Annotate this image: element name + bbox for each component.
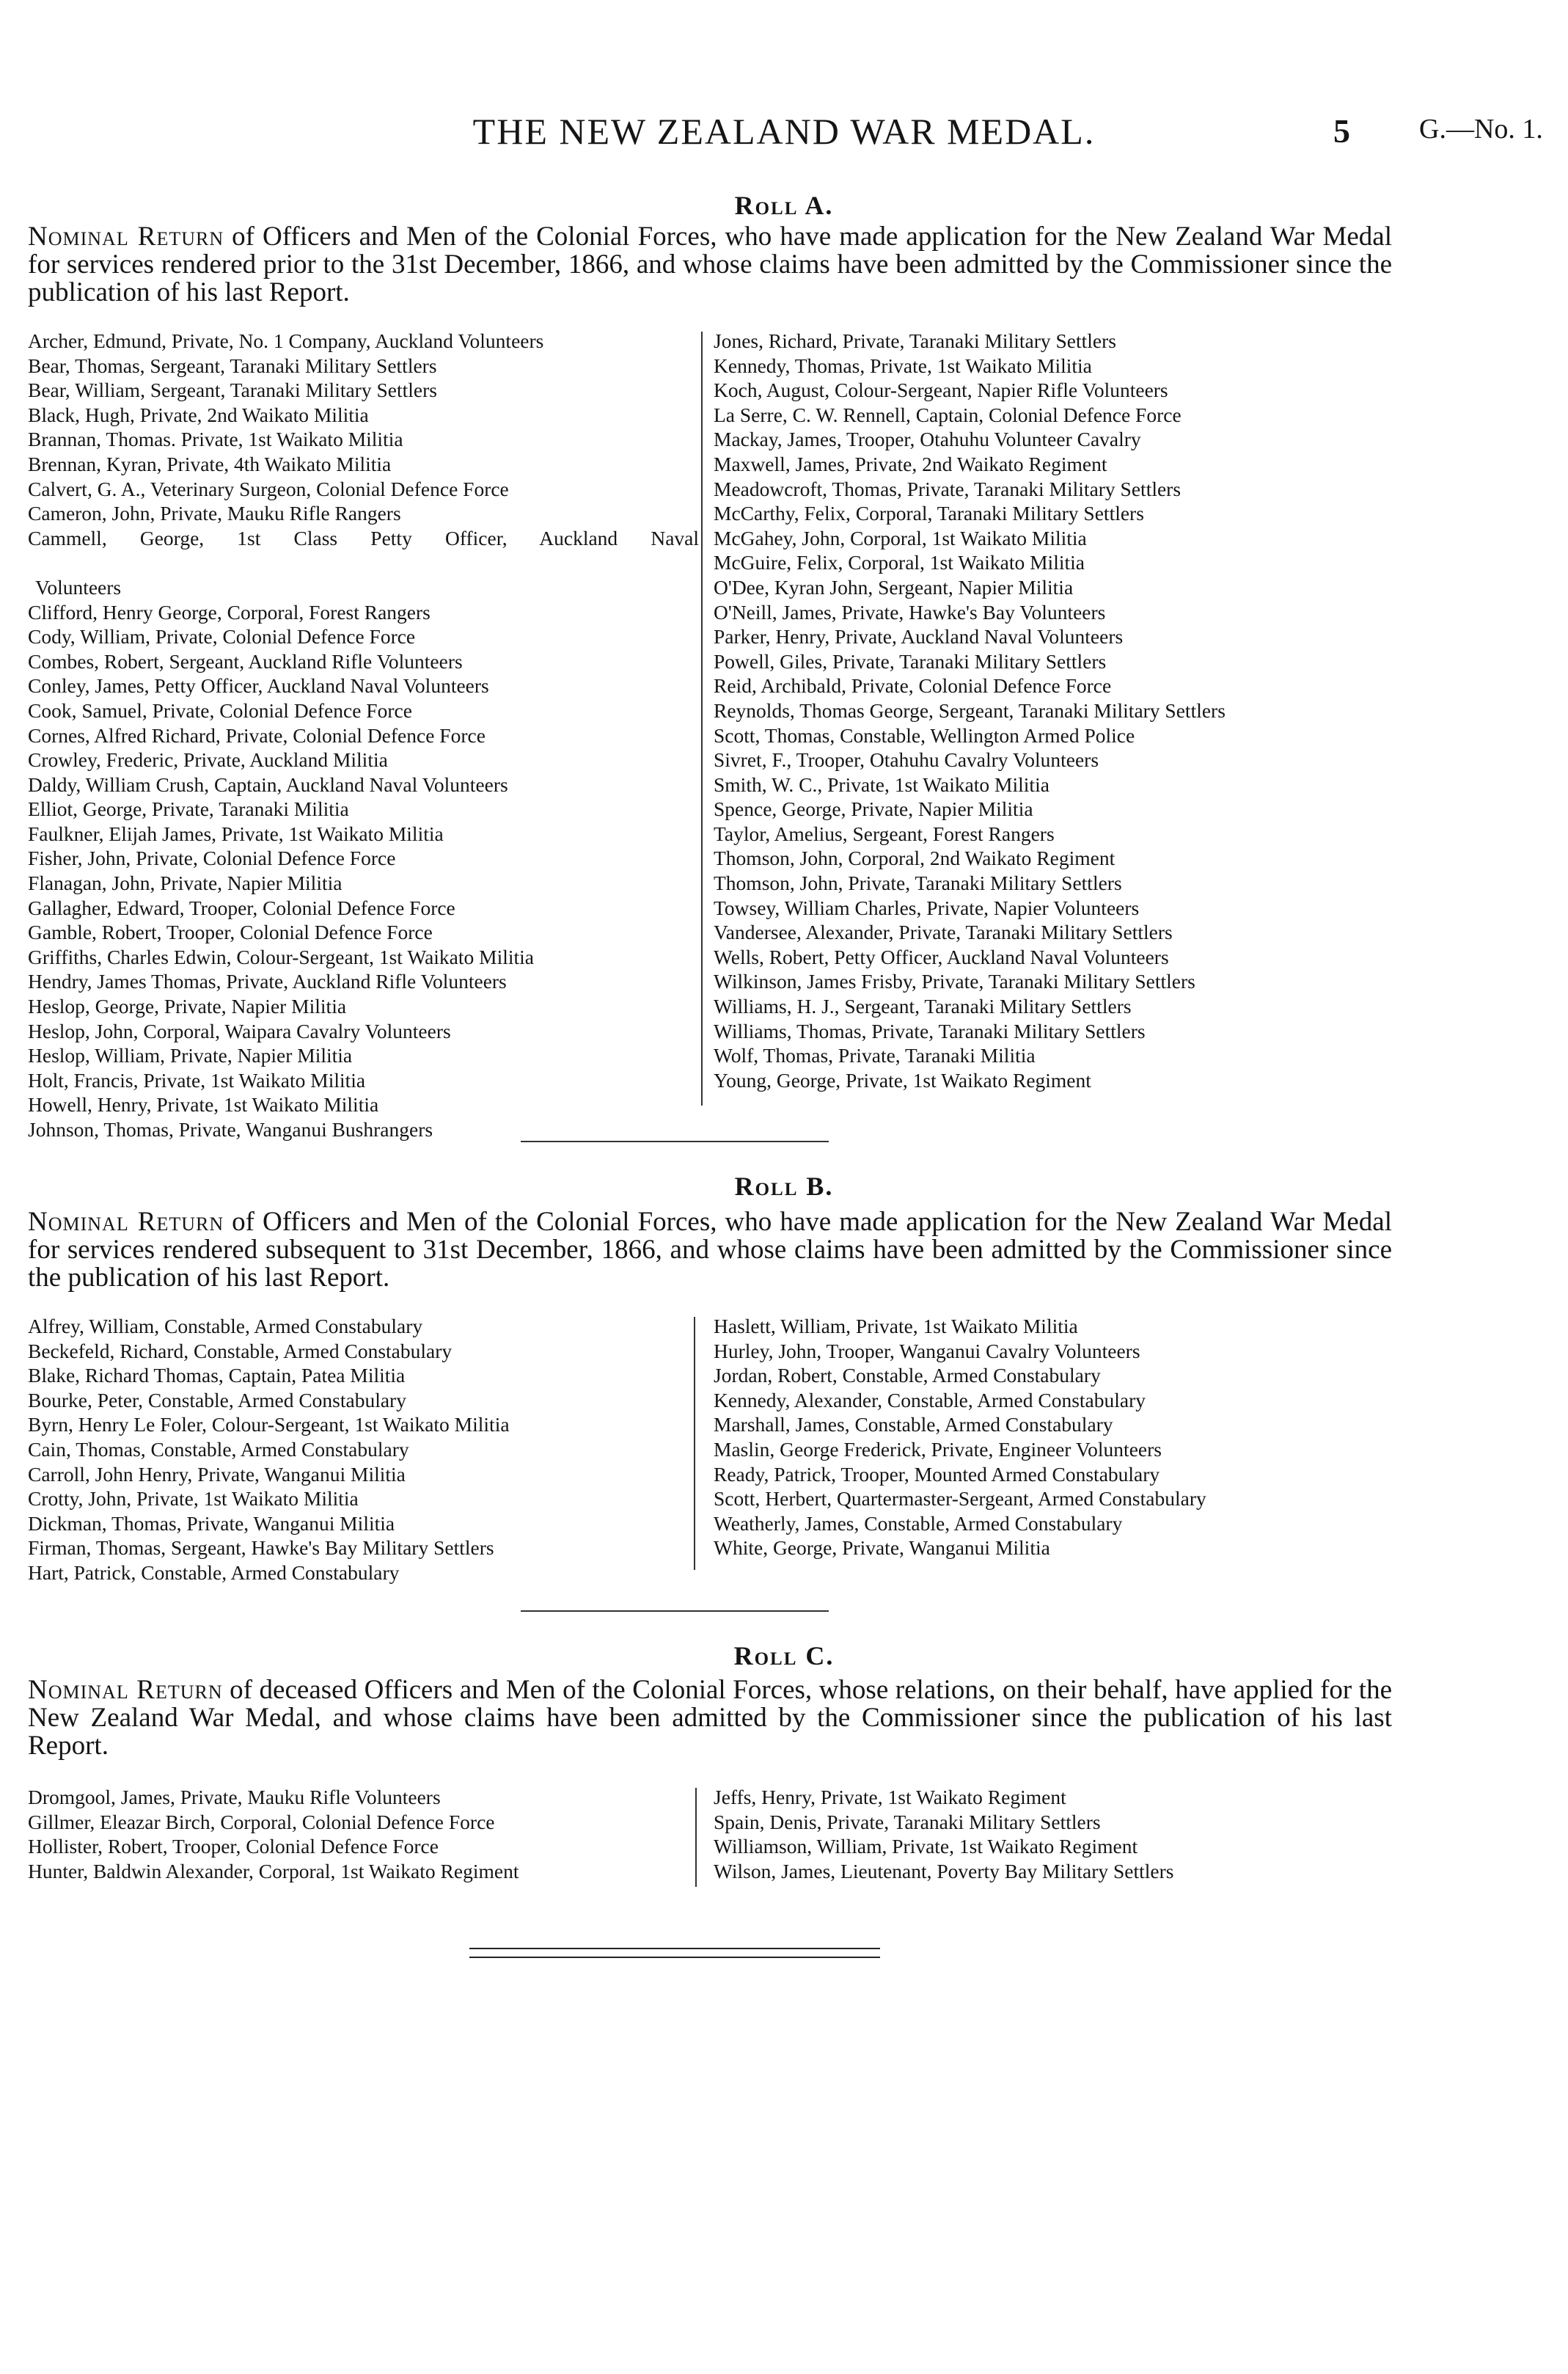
page-title: THE NEW ZEALAND WAR MEDAL.	[472, 111, 1096, 152]
roll-c-section	[0, 1640, 1568, 1882]
roll-entry: Towsey, William Charles, Private, Napier Volunteers	[714, 896, 1140, 919]
page-header	[0, 110, 1568, 161]
roll-entry: Maslin, George Frederick, Private, Engineer Volunteers	[714, 1437, 1162, 1461]
roll-entry: Bear, William, Sergeant, Taranaki Military Settlers	[28, 379, 437, 402]
roll-entry: Cameron, John, Private, Mauku Rifle Rangers	[28, 502, 401, 525]
roll-c-right-list	[714, 1785, 1403, 1883]
roll-entry: Kennedy, Alexander, Constable, Armed Constabulary	[714, 1388, 1146, 1411]
roll-entry: Parker, Henry, Private, Auckland Naval Volunteers	[714, 625, 1124, 649]
roll-entry: Jordan, Robert, Constable, Armed Constabulary	[714, 1364, 1101, 1387]
roll-entry: Brannan, Thomas. Private, 1st Waikato Militia	[28, 428, 403, 451]
roll-entry: Meadowcroft, Thomas, Private, Taranaki Military Settlers	[714, 477, 1182, 500]
roll-entry: Kennedy, Thomas, Private, 1st Waikato Militia	[714, 354, 1092, 377]
roll-b-right-list	[714, 1314, 1403, 1560]
roll-entry: Hurley, John, Trooper, Wanganui Cavalry Volunteers	[714, 1339, 1140, 1362]
roll-entry: Wilkinson, James Frisby, Private, Taranaki Military Settlers	[714, 970, 1195, 993]
roll-entry: Hart, Patrick, Constable, Armed Constabulary	[28, 1560, 400, 1584]
roll-entry: Clifford, Henry George, Corporal, Forest Rangers	[28, 600, 431, 624]
roll-entry: Byrn, Henry Le Foler, Colour-Sergeant, 1st Waikato Militia	[28, 1413, 510, 1436]
document-reference: G.—No. 1.	[1419, 114, 1543, 145]
roll-entry: Dickman, Thomas, Private, Wanganui Militia	[28, 1511, 395, 1535]
page-number: 5	[1333, 112, 1350, 150]
roll-entry: Mackay, James, Trooper, Otahuhu Volunteer Cavalry	[714, 428, 1141, 451]
roll-entry: Heslop, William, Private, Napier Militia	[28, 1044, 353, 1067]
roll-entry: Griffiths, Charles Edwin, Colour-Sergeant, 1st Waikato Militia	[28, 945, 534, 968]
roll-entry: Thomson, John, Corporal, 2nd Waikato Regiment	[714, 847, 1115, 870]
roll-entry: Taylor, Amelius, Sergeant, Forest Rangers	[714, 822, 1055, 845]
roll-c-column-divider	[695, 1788, 697, 1887]
roll-entry: Weatherly, James, Constable, Armed Constabulary	[714, 1511, 1123, 1535]
closing-double-rule	[469, 1948, 880, 1958]
roll-entry: Cammell, George, 1st Class Petty Officer, Auckland Naval	[28, 526, 699, 549]
roll-entry: McGahey, John, Corporal, 1st Waikato Militia	[714, 526, 1087, 549]
roll-entry: Wells, Robert, Petty Officer, Auckland Naval Volunteers	[714, 945, 1169, 968]
roll-entry: Carroll, John Henry, Private, Wanganui Militia	[28, 1462, 406, 1486]
roll-a-intro-text: of Officers and Men of the Colonial Forces, who have made application for the New Zealand War Medal for services rendered prior to the 31st December, 1866, and whose claims have been admitted by the Commissioner since the publication of his last Report.	[28, 222, 1393, 307]
roll-entry: Calvert, G. A., Veterinary Surgeon, Colonial Defence Force	[28, 477, 509, 500]
roll-entry: Jones, Richard, Private, Taranaki Military Settlers	[714, 329, 1116, 352]
roll-entry: Koch, August, Colour-Sergeant, Napier Rifle Volunteers	[714, 379, 1168, 402]
roll-entry: Archer, Edmund, Private, No. 1 Company, Auckland Volunteers	[28, 329, 544, 352]
roll-entry: Scott, Thomas, Constable, Wellington Armed Police	[714, 723, 1135, 747]
roll-entry: Crotty, John, Private, 1st Waikato Militia	[28, 1487, 359, 1511]
roll-entry: Faulkner, Elijah James, Private, 1st Waikato Militia	[28, 822, 444, 845]
roll-entry: Ready, Patrick, Trooper, Mounted Armed Constabulary	[714, 1462, 1160, 1486]
roll-entry: Reynolds, Thomas George, Sergeant, Taranaki Military Settlers	[714, 698, 1226, 722]
roll-entry: Thomson, John, Private, Taranaki Military Settlers	[714, 872, 1122, 895]
roll-b-left-list	[28, 1314, 699, 1585]
roll-entry: Heslop, John, Corporal, Waipara Cavalry Volunteers	[28, 1019, 451, 1042]
roll-entry: Vandersee, Alexander, Private, Taranaki Military Settlers	[714, 921, 1173, 944]
roll-entry: Conley, James, Petty Officer, Auckland Naval Volunteers	[28, 674, 489, 698]
roll-entry: Maxwell, James, Private, 2nd Waikato Regiment	[714, 452, 1107, 475]
roll-b-intro-lead: Nominal Return	[28, 1207, 224, 1237]
roll-entry: Powell, Giles, Private, Taranaki Military Settlers	[714, 649, 1107, 673]
roll-b-section	[0, 1170, 1568, 1584]
roll-entry: Flanagan, John, Private, Napier Militia	[28, 872, 342, 895]
roll-c-intro-lead: Nominal Return	[28, 1675, 223, 1705]
roll-entry: Gallagher, Edward, Trooper, Colonial Defence Force	[28, 896, 455, 919]
roll-entry: Sivret, F., Trooper, Otahuhu Cavalry Volunteers	[714, 748, 1099, 772]
roll-entry: Haslett, William, Private, 1st Waikato Militia	[714, 1315, 1078, 1337]
roll-c-left-list	[28, 1785, 699, 1883]
roll-entry: Cody, William, Private, Colonial Defence Force	[28, 625, 416, 649]
roll-entry: La Serre, C. W. Rennell, Captain, Colonial Defence Force	[714, 403, 1182, 426]
roll-entry: Wilson, James, Lieutenant, Poverty Bay Military Settlers	[714, 1859, 1174, 1882]
roll-entry: Beckefeld, Richard, Constable, Armed Constabulary	[28, 1339, 453, 1362]
roll-entry: Howell, Henry, Private, 1st Waikato Militia	[28, 1093, 379, 1117]
roll-a-intro-lead: Nominal Return	[28, 222, 224, 252]
roll-c-intro-text: of deceased Officers and Men of the Colonial Forces, whose relations, on their behalf, have applied for the New Zealand War Medal, and whose claims have been admitted by the Commissioner since the publication of his last Report.	[28, 1675, 1392, 1761]
roll-entry: Alfrey, William, Constable, Armed Constabulary	[28, 1315, 423, 1337]
roll-entry: Gillmer, Eleazar Birch, Corporal, Colonial Defence Force	[28, 1810, 495, 1833]
roll-entry: Volunteers	[35, 575, 122, 599]
roll-b-end-rule	[521, 1610, 829, 1612]
roll-entry: Elliot, George, Private, Taranaki Militia	[28, 797, 349, 821]
roll-a-end-rule	[521, 1141, 829, 1142]
roll-entry: Holt, Francis, Private, 1st Waikato Militia	[28, 1068, 366, 1092]
roll-entry: Scott, Herbert, Quartermaster-Sergeant, Armed Constabulary	[714, 1487, 1206, 1511]
roll-b-column-divider	[694, 1317, 695, 1570]
roll-entry: Spain, Denis, Private, Taranaki Military Settlers	[714, 1810, 1101, 1833]
roll-a-intro	[28, 223, 1392, 307]
roll-entry: Spence, George, Private, Napier Militia	[714, 797, 1033, 821]
roll-entry: Firman, Thomas, Sergeant, Hawke's Bay Military Settlers	[28, 1536, 494, 1560]
roll-entry: Brennan, Kyran, Private, 4th Waikato Militia	[28, 452, 392, 475]
roll-entry: Young, George, Private, 1st Waikato Regiment	[714, 1068, 1091, 1092]
roll-a-left-list	[28, 329, 699, 1142]
roll-entry: O'Neill, James, Private, Hawke's Bay Volunteers	[714, 600, 1106, 624]
roll-entry: Blake, Richard Thomas, Captain, Patea Militia	[28, 1364, 406, 1387]
roll-entry: McCarthy, Felix, Corporal, Taranaki Military Settlers	[714, 502, 1144, 525]
roll-a-right-list	[714, 329, 1403, 1092]
roll-entry: Smith, W. C., Private, 1st Waikato Militia	[714, 773, 1049, 796]
roll-entry: Fisher, John, Private, Colonial Defence Force	[28, 847, 396, 870]
roll-entry: Bear, Thomas, Sergeant, Taranaki Military Settlers	[28, 354, 437, 377]
roll-b-title: Roll B.	[734, 1172, 834, 1201]
roll-entry: Williamson, William, Private, 1st Waikato Regiment	[714, 1835, 1138, 1858]
roll-entry: Combes, Robert, Sergeant, Auckland Rifle Volunteers	[28, 649, 463, 673]
roll-entry: Williams, Thomas, Private, Taranaki Military Settlers	[714, 1019, 1146, 1042]
roll-entry: Heslop, George, Private, Napier Militia	[28, 995, 347, 1018]
roll-entry: Johnson, Thomas, Private, Wanganui Bushrangers	[28, 1118, 433, 1141]
roll-entry: Crowley, Frederic, Private, Auckland Militia	[28, 748, 388, 772]
roll-entry: Hunter, Baldwin Alexander, Corporal, 1st Waikato Regiment	[28, 1859, 519, 1882]
roll-entry: Gamble, Robert, Trooper, Colonial Defence Force	[28, 921, 433, 944]
roll-entry: Hollister, Robert, Trooper, Colonial Defence Force	[28, 1835, 439, 1858]
roll-entry: Black, Hugh, Private, 2nd Waikato Militia	[28, 403, 369, 426]
roll-entry: McGuire, Felix, Corporal, 1st Waikato Militia	[714, 551, 1085, 574]
roll-entry: Dromgool, James, Private, Mauku Rifle Volunteers	[28, 1786, 441, 1808]
roll-entry: Reid, Archibald, Private, Colonial Defence Force	[714, 674, 1112, 698]
roll-entry: Cook, Samuel, Private, Colonial Defence Force	[28, 698, 412, 722]
roll-entry: Jeffs, Henry, Private, 1st Waikato Regiment	[714, 1786, 1066, 1808]
roll-entry: Cornes, Alfred Richard, Private, Colonial Defence Force	[28, 723, 486, 747]
roll-entry: Cain, Thomas, Constable, Armed Constabulary	[28, 1437, 409, 1461]
roll-a-column-divider	[701, 332, 703, 1106]
roll-b-intro	[28, 1208, 1392, 1292]
roll-c-title: Roll C.	[733, 1641, 835, 1670]
roll-c-intro	[28, 1676, 1392, 1760]
roll-entry: Hendry, James Thomas, Private, Auckland Rifle Volunteers	[28, 970, 507, 993]
roll-entry: White, George, Private, Wanganui Militia	[714, 1536, 1050, 1560]
roll-entry: Bourke, Peter, Constable, Armed Constabulary	[28, 1388, 406, 1411]
roll-entry: O'Dee, Kyran John, Sergeant, Napier Militia	[714, 575, 1074, 599]
roll-entry: Williams, H. J., Sergeant, Taranaki Military Settlers	[714, 995, 1132, 1018]
roll-entry: Wolf, Thomas, Private, Taranaki Militia	[714, 1044, 1036, 1067]
roll-a-title: Roll A.	[734, 191, 834, 220]
roll-a-section	[0, 189, 1568, 1141]
roll-b-intro-text: of Officers and Men of the Colonial Forces, who have made application for the New Zealand War Medal for services rendered subsequent to 31st December, 1866, and whose claims have been admitted by the Commissioner since the publication of his last Report.	[28, 1207, 1393, 1293]
roll-entry: Daldy, William Crush, Captain, Auckland Naval Volunteers	[28, 773, 508, 796]
roll-entry: Marshall, James, Constable, Armed Constabulary	[714, 1413, 1113, 1436]
